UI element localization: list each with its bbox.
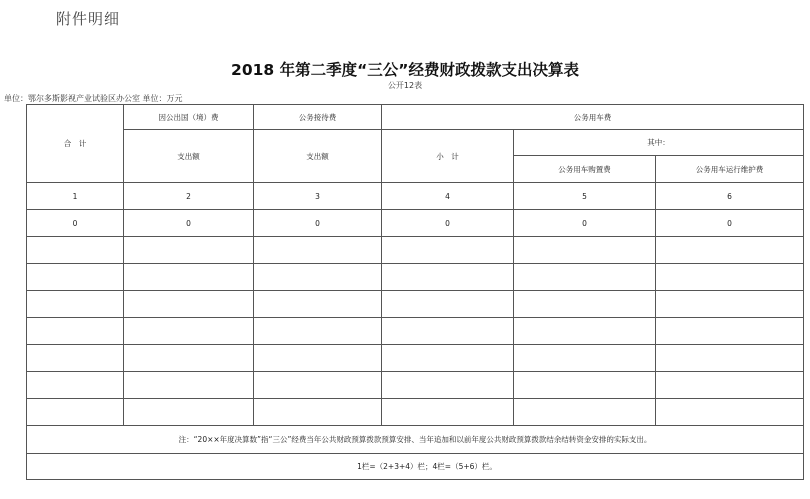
table-row xyxy=(27,345,804,372)
page-title: 2018 年第二季度“三公”经费财政拨款支出决算表 xyxy=(231,61,579,79)
empty-cell xyxy=(124,318,254,345)
value-row xyxy=(27,210,804,237)
index-cell: 3 xyxy=(254,183,382,210)
empty-cell xyxy=(254,345,382,372)
empty-cell xyxy=(254,264,382,291)
empty-cell xyxy=(656,264,804,291)
empty-cell xyxy=(254,291,382,318)
empty-cell xyxy=(514,237,656,264)
empty-cell xyxy=(254,237,382,264)
empty-cell xyxy=(124,291,254,318)
table-row xyxy=(27,399,804,426)
empty-cell xyxy=(254,318,382,345)
header-vehicle-operation: 公务用车运行维护费 xyxy=(656,156,804,183)
empty-cell xyxy=(382,345,514,372)
note-row xyxy=(27,426,804,454)
empty-cell xyxy=(382,318,514,345)
value-cell: 0 xyxy=(27,210,124,237)
formula-text: 1栏=（2+3+4）栏；4栏=（5+6）栏。 xyxy=(357,461,497,471)
index-cell: 2 xyxy=(124,183,254,210)
attachment-label: 附件明细 xyxy=(56,10,121,28)
empty-cell xyxy=(124,372,254,399)
empty-cell xyxy=(124,399,254,426)
table-row xyxy=(27,318,804,345)
empty-cell xyxy=(656,345,804,372)
empty-cell xyxy=(254,372,382,399)
value-cell: 0 xyxy=(382,210,514,237)
header-reception: 公务接待费 xyxy=(254,105,382,130)
empty-cell xyxy=(382,399,514,426)
empty-cell xyxy=(514,264,656,291)
empty-cell xyxy=(27,264,124,291)
empty-cell xyxy=(656,237,804,264)
table-row xyxy=(27,372,804,399)
empty-cell xyxy=(656,372,804,399)
empty-cell xyxy=(514,318,656,345)
index-cell: 1 xyxy=(27,183,124,210)
header-vehicle: 公务用车费 xyxy=(382,105,804,130)
formula-row xyxy=(27,454,804,480)
empty-cell xyxy=(27,291,124,318)
empty-cell xyxy=(382,291,514,318)
table-row xyxy=(27,291,804,318)
note-text: 注：“20××年度决算数”指“三公”经费当年公共财政预算拨款预算安排、当年追加和以前年度公共财政预算拨款结余结转资金安排的实际支出。 xyxy=(178,434,652,444)
index-cell: 5 xyxy=(514,183,656,210)
empty-cell xyxy=(514,372,656,399)
expense-table xyxy=(26,104,804,480)
empty-cell xyxy=(27,399,124,426)
table-number: 公开12表 xyxy=(387,81,423,90)
empty-cell xyxy=(27,372,124,399)
empty-cell xyxy=(514,399,656,426)
table-row xyxy=(27,237,804,264)
empty-cell xyxy=(382,264,514,291)
empty-cell xyxy=(382,372,514,399)
empty-cell xyxy=(656,318,804,345)
value-cell: 0 xyxy=(656,210,804,237)
header-abroad: 因公出国（境）费 xyxy=(124,105,254,130)
index-row xyxy=(27,183,804,210)
empty-cell xyxy=(514,291,656,318)
value-cell: 0 xyxy=(254,210,382,237)
index-cell: 4 xyxy=(382,183,514,210)
index-cell: 6 xyxy=(656,183,804,210)
header-vehicle-purchase: 公务用车购置费 xyxy=(514,156,656,183)
empty-cell xyxy=(656,399,804,426)
empty-cell xyxy=(27,345,124,372)
empty-cell xyxy=(124,345,254,372)
header-among: 其中： xyxy=(514,130,804,156)
empty-cell xyxy=(27,318,124,345)
unit-line: 单位：鄂尔多斯影视产业试验区办公室 单位：万元 xyxy=(4,94,183,103)
value-cell: 0 xyxy=(124,210,254,237)
empty-cell xyxy=(656,291,804,318)
value-cell: 0 xyxy=(514,210,656,237)
header-subtotal: 小 计 xyxy=(382,130,514,183)
empty-cell xyxy=(382,237,514,264)
header-expense-abroad: 支出额 xyxy=(124,130,254,183)
header-total: 合 计 xyxy=(27,105,124,183)
empty-cell xyxy=(514,345,656,372)
empty-cell xyxy=(124,264,254,291)
table-row xyxy=(27,264,804,291)
empty-cell xyxy=(124,237,254,264)
empty-cell xyxy=(27,237,124,264)
header-expense-reception: 支出额 xyxy=(254,130,382,183)
empty-cell xyxy=(254,399,382,426)
